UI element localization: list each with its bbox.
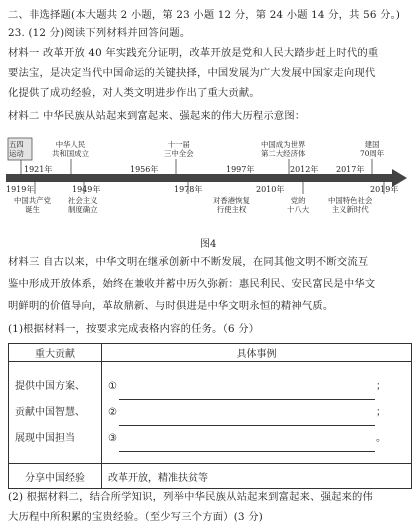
contribution-line3: 展现中国担当	[15, 432, 75, 444]
blank-1-end: ；	[375, 380, 386, 392]
year-2010: 2010年	[256, 185, 285, 194]
answer-blank-3[interactable]	[119, 440, 375, 452]
section-heading: 二、非选择题(本大题共 2 小题，第 23 小题 12 分，第 24 小题 14 分，共 56 分。)	[8, 9, 401, 21]
label-prc-founding: 中华人民 共和国成立	[52, 140, 89, 158]
material1-line1: 材料一 改革开放 40 年实践充分证明，改革开放是党和人民大踏步赶上时代的重	[8, 47, 379, 59]
label-hong-kong-return: 对香港恢复 行使主权	[213, 196, 250, 214]
answer-table	[8, 343, 412, 489]
label-new-era: 中国特色社会 主义新时代	[328, 196, 373, 214]
answer-blank-1[interactable]	[119, 388, 375, 400]
contribution-line2: 贡献中国智慧、	[15, 406, 85, 418]
material1-line3: 化提供了成功经验，对人类文明进步作出了重大贡献。	[8, 87, 260, 99]
label-70th-anniversary: 建国 70周年	[360, 140, 385, 158]
question-1: (1)根据材料一，按要求完成表格内容的任务。（6 分）	[8, 323, 260, 335]
year-1956: 1956年	[130, 165, 159, 174]
blank-1-marker: ①	[108, 380, 117, 392]
contribution-line1: 提供中国方案、	[15, 380, 85, 392]
label-socialism-established: 社会主义 制度确立	[68, 196, 98, 214]
label-may-fourth: 五四 运动	[9, 140, 24, 158]
contribution-cell	[9, 362, 102, 464]
history-timeline	[6, 136, 408, 220]
year-1921: 1921年	[24, 165, 53, 174]
label-cpc-founded: 中国共产党 诞生	[14, 196, 51, 214]
material3-line1: 材料三 自古以来，中华文明在继承创新中不断发展，在同其他文明不断交流互	[8, 256, 369, 268]
material3-line2: 鉴中形成开放体系，始终在兼收并蓄中历久弥新：惠民利民、安民富民是中华文	[8, 278, 376, 290]
year-1949: 1949年	[72, 185, 101, 194]
year-1919: 1919年	[6, 185, 35, 194]
material2-heading: 材料二 中华民族从站起来到富起来、强起来的伟大历程示意图：	[8, 110, 306, 122]
blank-2-end: ；	[375, 406, 386, 418]
material1-line2: 要法宝，是决定当代中国命运的关键抉择，中国发展为广大发展中国家走向现代	[8, 67, 376, 79]
label-third-plenum: 十一届 三中全会	[164, 140, 194, 158]
examples-cell	[102, 362, 412, 464]
header-examples: 具体事例	[102, 344, 412, 362]
label-18th-congress: 党的 十八大	[287, 196, 310, 214]
blank-3-end: 。	[375, 432, 386, 444]
figure-caption: 图4	[200, 239, 217, 250]
question-2-line2: 大历程中所积累的宝贵经验。（至少写三个方面）(3 分)	[8, 511, 263, 523]
question-title: 23. (12 分)阅读下列材料并回答问题。	[8, 27, 191, 39]
year-1997: 1997年	[226, 165, 255, 174]
year-2019: 2019年	[370, 185, 399, 194]
year-2012: 2012年	[290, 165, 319, 174]
question-2-line1: (2) 根据材料二，结合所学知识，列举中华民族从站起来到富起来、强起来的伟	[8, 491, 374, 503]
blank-2-marker: ②	[108, 406, 117, 418]
material3-line3: 明鲜明的价值导向，革故鼎新、与时俱进是中华文明永恒的精神气质。	[8, 300, 334, 312]
year-1978: 1978年	[174, 185, 203, 194]
blank-3-marker: ③	[108, 432, 117, 444]
share-experience-example: 改革开放，精准扶贫等	[102, 464, 412, 489]
answer-blank-2[interactable]	[119, 414, 375, 426]
label-second-economy: 中国成为世界 第二大经济体	[261, 140, 306, 158]
share-experience-cell: 分享中国经验	[9, 464, 102, 489]
year-2017: 2017年	[336, 165, 365, 174]
header-contribution: 重大贡献	[9, 344, 102, 362]
